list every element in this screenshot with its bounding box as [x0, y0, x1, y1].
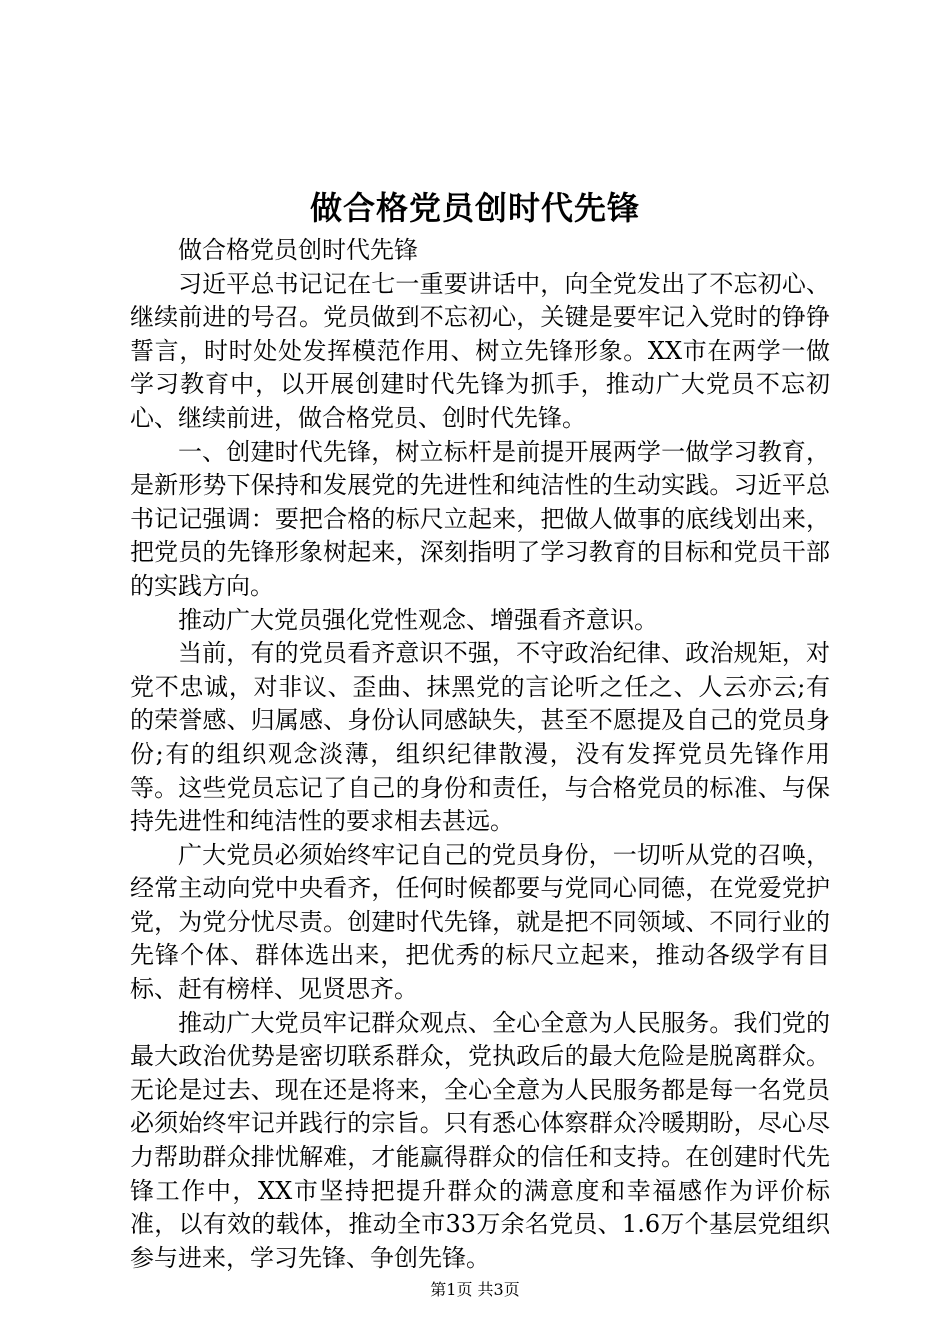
document-body [130, 234, 830, 1275]
paragraph: 广大党员必须始终牢记自己的党员身份，一切听从党的召唤，经常主动向党中央看齐，任何时候都要与党同心同德，在党爱党护党，为党分忧尽责。创建时代先锋，就是把不同领域、不同行业的先锋个体、群体选出来，把优秀的标尺立起来，推动各级学有目标、赶有榜样、见贤思齐。 [130, 840, 830, 1004]
document-title: 做合格党员创时代先锋 [309, 189, 640, 227]
page-footer: 第1页 共3页 [430, 1280, 520, 1299]
paragraph: 当前，有的党员看齐意识不强，不守政治纪律、政治规矩，对党不忠诚，对非议、歪曲、抹黑党的言论听之任之、人云亦云;有的荣誉感、归属感、身份认同感缺失，甚至不愿提及自己的党员身份;有的组织观念淡薄，组织纪律散漫，没有发挥党员先锋作用等。这些党员忘记了自己的身份和责任，与合格党员的标准、与保持先进性和纯洁性的要求相去甚远。 [130, 639, 830, 836]
paragraph: 推动广大党员强化党性观念、增强看齐意识。 [178, 605, 658, 634]
paragraph: 推动广大党员牢记群众观点、全心全意为人民服务。我们党的最大政治优势是密切联系群众，党执政后的最大危险是脱离群众。无论是过去、现在还是将来，全心全意为人民服务都是每一名党员必须始终牢记并践行的宗旨。只有悉心体察群众冷暖期盼，尽心尽力帮助群众排忧解难，才能赢得群众的信任和支持。在创建时代先锋工作中，XX市坚持把提升群众的满意度和幸福感作为评价标准，以有效的载体，推动全市33万余名党员、1.6万个基层党组织参与进来，学习先锋、争创先锋。 [130, 1008, 830, 1272]
paragraph-subtitle: 做合格党员创时代先锋 [178, 236, 418, 264]
paragraph: 一、创建时代先锋，树立标杆是前提开展两学一做学习教育，是新形势下保持和发展党的先进性和纯洁性的生动实践。习近平总书记记强调：要把合格的标尺立起来，把做人做事的底线划出来，把党员的先锋形象树起来，深刻指明了学习教育的目标和党员干部的实践方向。 [130, 437, 830, 600]
paragraph: 习近平总书记记在七一重要讲话中，向全党发出了不忘初心、继续前进的号召。党员做到不忘初心，关键是要牢记入党时的铮铮誓言，时时处处发挥模范作用、树立先锋形象。XX市在两学一做学习教育中，以开展创建时代先锋为抓手，推动广大党员不忘初心、继续前进，做合格党员、创时代先锋。 [130, 269, 830, 432]
